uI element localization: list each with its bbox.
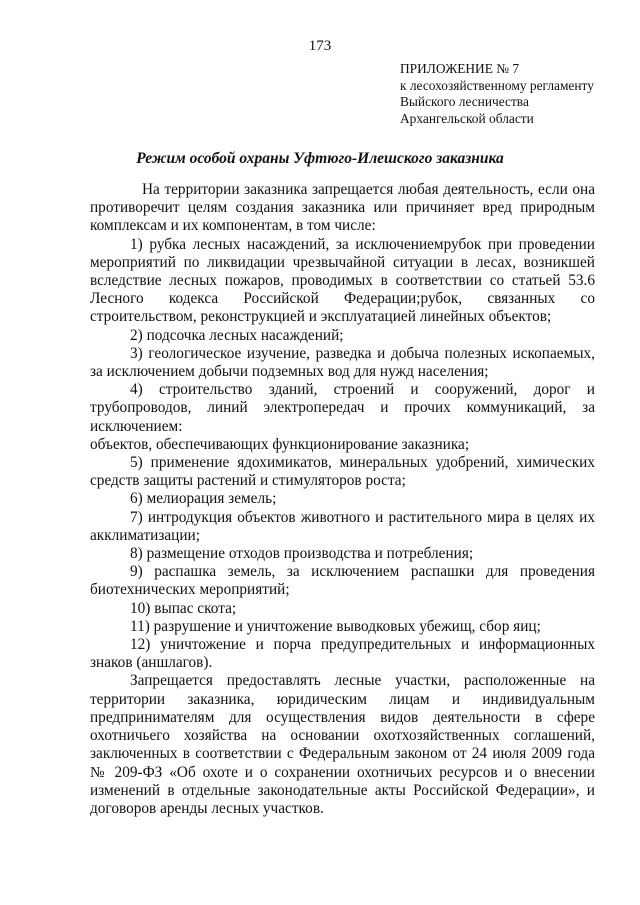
appendix-block [400, 61, 594, 127]
document-body [90, 181, 595, 818]
list-item-9: 9) распашка земель, за исключением распашки для проведения биотехнических мероприятий; [90, 563, 595, 599]
document-title: Режим особой охраны Уфтюго-Илешского заказника [136, 150, 504, 167]
closing-paragraph: Запрещается предоставлять лесные участки, расположенные на территории заказника, юридическим лицам и индивидуальным предпринимателям для осуществления видов деятельности в сфере охотничьего хозяйства на основании охотхозяйственных соглашений, заключенных в соответствии с Федеральным законом от 24 июля 2009 года № 209-ФЗ «Об охоте и о сохранении охотничьих ресурсов и о внесении изменений в отдельные законодательные акты Российской Федерации», и договоров аренды лесных участков. [90, 672, 595, 817]
list-item-6: 6) мелиорация земель; [130, 490, 277, 508]
appendix-forestry: Выйского лесничества [400, 94, 529, 109]
list-item-3: 3) геологическое изучение, разведка и добыча полезных ископаемых, за исключением добычи подземных вод для нужд населения; [90, 344, 595, 381]
intro-paragraph: На территории заказника запрещается любая деятельность, если она противоречит целям создания заказника или причиняет вред природным комплексам и их компонентам, в том числе: [90, 181, 595, 235]
appendix-reference: к лесохозяйственному регламенту [400, 77, 594, 93]
list-item-2: 2) подсочка лесных насаждений; [130, 326, 344, 344]
appendix-region: Архангельской области [400, 110, 534, 126]
appendix-number: ПРИЛОЖЕНИЕ № 7 [400, 61, 520, 76]
list-item-10: 10) выпас скота; [130, 599, 237, 617]
list-item-12: 12) уничтожение и порча предупредительных и информационных знаков (аншлагов). [90, 636, 595, 672]
list-item-1: 1) рубка лесных насаждений, за исключениемрубок при проведении мероприятий по ликвидации чрезвычайной ситуации в лесах, возникшей вследствие лесных пожаров, проводимых в соответствии со статьей 53.6 Лесного кодекса Российской Федерации;рубок, связанных со строительством, реконструкцией и эксплуатацией линейных объектов; [90, 235, 595, 326]
list-item-11: 11) разрушение и уничтожение выводковых убежищ, сбор яиц; [130, 617, 541, 635]
list-item-8: 8) размещение отходов производства и потребления; [130, 545, 474, 563]
list-item-4-exception: объектов, обеспечивающих функционирование заказника; [90, 435, 470, 453]
list-item-4: 4) строительство зданий, строений и сооружений, дорог и трубопроводов, линий электропередач и прочих коммуникаций, за исключением: [90, 381, 595, 435]
list-item-5: 5) применение ядохимикатов, минеральных удобрений, химических средств защиты растений и стимуляторов роста; [90, 454, 595, 490]
page-number: 173 [308, 38, 332, 54]
list-item-7: 7) интродукция объектов животного и растительного мира в целях их акклиматизации; [90, 508, 595, 544]
